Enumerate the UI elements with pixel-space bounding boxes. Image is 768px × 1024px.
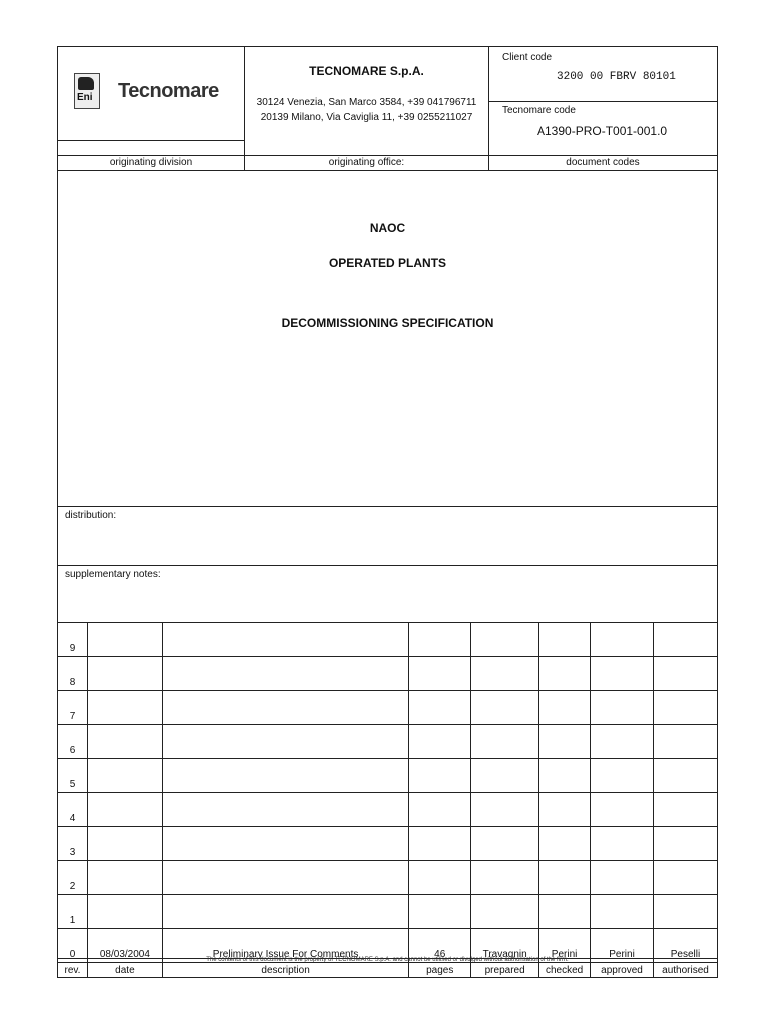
cell-checked	[539, 827, 591, 861]
revision-header-row	[58, 963, 718, 978]
cell-date	[87, 759, 162, 793]
cell-checked	[539, 691, 591, 725]
distribution-cell	[57, 506, 718, 566]
client-code-label: Client code	[502, 52, 553, 63]
cell-description	[162, 691, 408, 725]
client-code-cell	[488, 46, 718, 102]
cell-pages	[409, 759, 471, 793]
title-operated-plants: OPERATED PLANTS	[328, 256, 447, 270]
cell-date	[87, 691, 162, 725]
cell-description	[162, 793, 408, 827]
revision-row	[58, 895, 718, 929]
cell-date	[87, 793, 162, 827]
cell-rev: 8	[58, 657, 88, 691]
cell-authorised	[654, 861, 718, 895]
company-cell	[244, 46, 489, 156]
address-venezia: 30124 Venezia, San Marco 3584, +39 041796711	[256, 97, 477, 108]
cell-checked: Perini	[539, 929, 591, 963]
notes-label: supplementary notes:	[65, 569, 161, 580]
cell-prepared	[471, 691, 539, 725]
cell-prepared	[471, 725, 539, 759]
cell-rev: 3	[58, 827, 88, 861]
cell-checked	[539, 725, 591, 759]
cell-authorised: Peselli	[654, 929, 718, 963]
col-prepared: prepared	[471, 963, 539, 978]
client-code-value: 3200 00 FBRV 80101	[557, 71, 676, 83]
cell-approved: Perini	[591, 929, 654, 963]
codes-label: document codes	[566, 157, 640, 168]
cell-date	[87, 861, 162, 895]
eni-logo-icon: Eni	[74, 73, 100, 109]
cell-pages	[409, 725, 471, 759]
title-specification: DECOMMISSIONING SPECIFICATION	[281, 316, 494, 330]
cell-date	[87, 623, 162, 657]
cell-prepared	[471, 623, 539, 657]
cell-pages: 46	[409, 929, 471, 963]
cell-authorised	[654, 895, 718, 929]
revision-row	[58, 691, 718, 725]
cell-checked	[539, 895, 591, 929]
cell-approved	[591, 861, 654, 895]
cell-pages	[409, 691, 471, 725]
cell-description	[162, 623, 408, 657]
cell-prepared	[471, 657, 539, 691]
company-name: TECNOMARE S.p.A.	[309, 64, 424, 78]
cell-description	[162, 759, 408, 793]
cell-rev: 7	[58, 691, 88, 725]
cell-pages	[409, 827, 471, 861]
revision-row	[58, 827, 718, 861]
cell-date	[87, 827, 162, 861]
office-label: originating office:	[328, 157, 405, 168]
cell-prepared: Travagnin	[471, 929, 539, 963]
notes-cell	[57, 565, 718, 623]
revision-row	[58, 657, 718, 691]
division-cell	[57, 155, 245, 171]
cell-approved	[591, 725, 654, 759]
revision-row	[58, 861, 718, 895]
cell-description	[162, 895, 408, 929]
cell-checked	[539, 759, 591, 793]
cell-approved	[591, 657, 654, 691]
cell-authorised	[654, 725, 718, 759]
cell-description	[162, 827, 408, 861]
cell-rev: 0	[58, 929, 88, 963]
col-rev: rev.	[58, 963, 88, 978]
revision-table	[57, 622, 718, 978]
distribution-label: distribution:	[65, 510, 117, 521]
cell-checked	[539, 623, 591, 657]
cell-authorised	[654, 793, 718, 827]
cell-prepared	[471, 793, 539, 827]
tecnomare-code-cell	[488, 101, 718, 156]
cell-prepared	[471, 895, 539, 929]
tecnomare-code-label: Tecnomare code	[502, 105, 576, 116]
cell-approved	[591, 827, 654, 861]
cell-rev: 9	[58, 623, 88, 657]
division-label: originating division	[109, 157, 193, 168]
cell-authorised	[654, 657, 718, 691]
cell-date	[87, 725, 162, 759]
cell-rev: 6	[58, 725, 88, 759]
cell-rev: 1	[58, 895, 88, 929]
cell-date	[87, 657, 162, 691]
cell-authorised	[654, 623, 718, 657]
cell-authorised	[654, 759, 718, 793]
cell-date	[87, 895, 162, 929]
tecnomare-code-value: A1390-PRO-T001-001.0	[537, 124, 668, 138]
cell-approved	[591, 623, 654, 657]
cell-date: 08/03/2004	[87, 929, 162, 963]
cell-authorised	[654, 691, 718, 725]
cell-rev: 4	[58, 793, 88, 827]
cell-checked	[539, 657, 591, 691]
revision-row	[58, 725, 718, 759]
cell-description: Preliminary Issue For Comments	[162, 929, 408, 963]
col-approved: approved	[591, 963, 654, 978]
address-milano: 20139 Milano, Via Caviglia 11, +39 0255211027	[260, 112, 473, 123]
cell-pages	[409, 657, 471, 691]
cell-prepared	[471, 861, 539, 895]
cell-approved	[591, 759, 654, 793]
cell-authorised	[654, 827, 718, 861]
col-checked: checked	[539, 963, 591, 978]
cell-approved	[591, 895, 654, 929]
cell-pages	[409, 793, 471, 827]
cell-pages	[409, 861, 471, 895]
office-cell	[244, 155, 489, 171]
cell-approved	[591, 691, 654, 725]
revision-row	[58, 759, 718, 793]
revision-row	[58, 623, 718, 657]
revision-row	[58, 793, 718, 827]
cell-rev: 2	[58, 861, 88, 895]
cell-rev: 5	[58, 759, 88, 793]
col-authorised: authorised	[654, 963, 718, 978]
codes-cell	[488, 155, 718, 171]
logo-cell	[57, 46, 245, 141]
cell-checked	[539, 861, 591, 895]
col-description: description	[162, 963, 408, 978]
cell-description	[162, 861, 408, 895]
logo-text: Tecnomare	[118, 80, 219, 102]
cell-description	[162, 657, 408, 691]
col-pages: pages	[409, 963, 471, 978]
cell-pages	[409, 895, 471, 929]
footer-disclaimer: The contents of this document is the property of TECNOMARE S.p.A. and cannot be utilised or divulged without authorisation of the firm.	[206, 957, 569, 963]
cell-pages	[409, 623, 471, 657]
blank-cell	[57, 140, 245, 156]
col-date: date	[87, 963, 162, 978]
cell-description	[162, 725, 408, 759]
cell-checked	[539, 793, 591, 827]
cell-prepared	[471, 759, 539, 793]
cell-prepared	[471, 827, 539, 861]
cell-approved	[591, 793, 654, 827]
title-naoc: NAOC	[369, 221, 406, 235]
